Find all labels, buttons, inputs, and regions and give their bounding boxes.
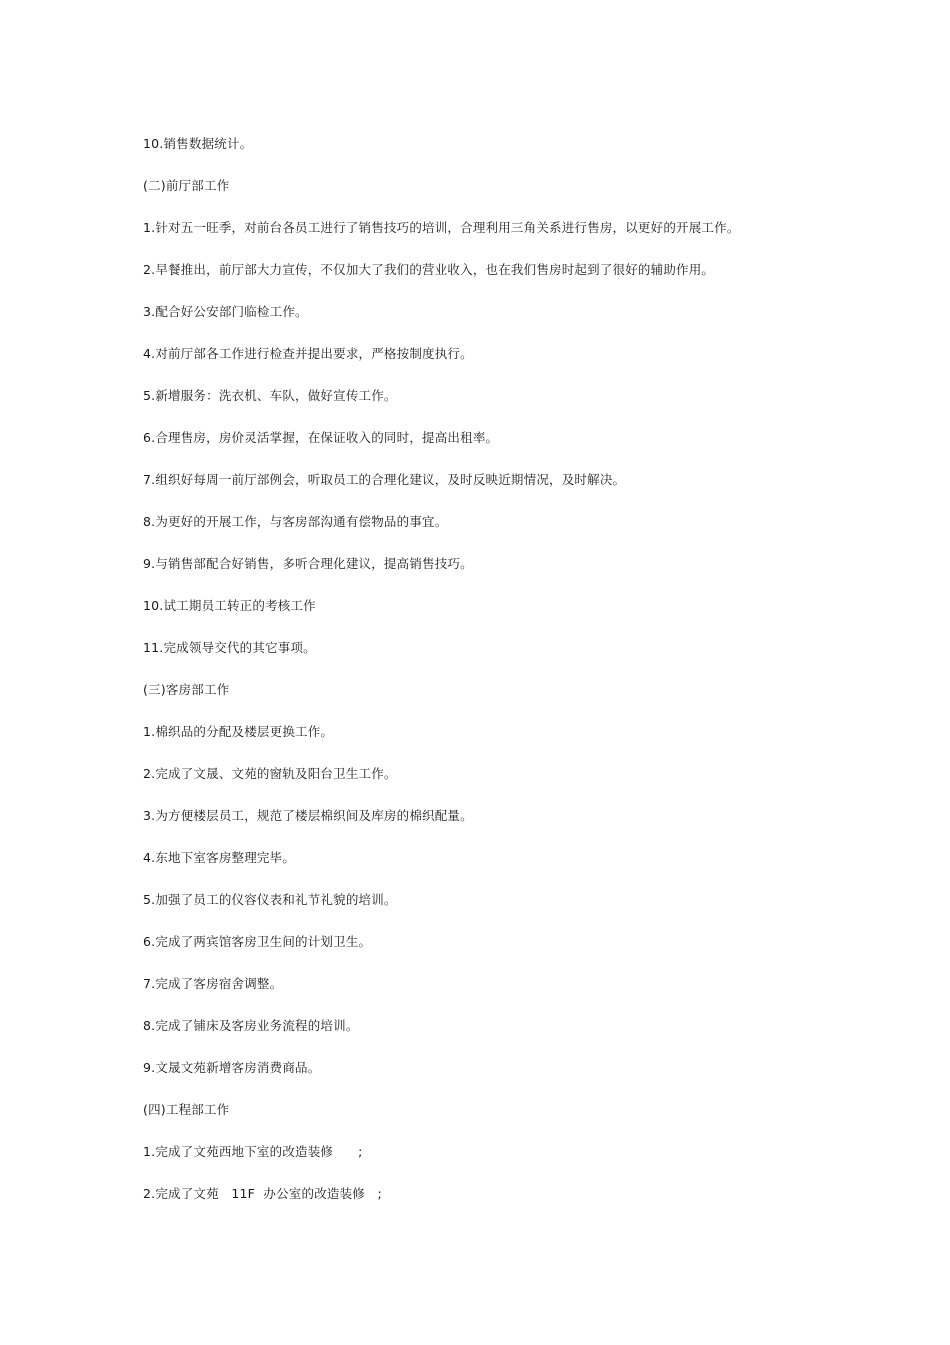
text-line: 2.早餐推出，前厅部大力宣传，不仅加大了我们的营业收入，也在我们售房时起到了很好的辅助作用。	[143, 262, 715, 277]
text-line: 3.为方便楼层员工，规范了楼层棉织间及库房的棉织配量。	[143, 808, 473, 823]
text-line: 3.配合好公安部门临检工作。	[143, 304, 308, 319]
text-line: 4.东地下室客房整理完毕。	[143, 850, 296, 865]
text-line: 5.新增服务：洗衣机、车队，做好宣传工作。	[143, 388, 397, 403]
text-line: 7.组织好每周一前厅部例会，听取员工的合理化建议，及时反映近期情况，及时解决。	[143, 472, 626, 487]
section-heading: (四)工程部工作	[143, 1102, 230, 1117]
text-line: 8.为更好的开展工作，与客房部沟通有偿物品的事宜。	[143, 514, 448, 529]
text-line: 2.完成了文苑 11F 办公室的改造装修 ;	[143, 1186, 382, 1201]
text-line: 6.完成了两宾馆客房卫生间的计划卫生。	[143, 934, 372, 949]
text-line: 10.销售数据统计。	[143, 136, 253, 151]
text-line: 11.完成领导交代的其它事项。	[143, 640, 316, 655]
text-line: 1.棉织品的分配及楼层更换工作。	[143, 724, 334, 739]
text-line: 7.完成了客房宿舍调整。	[143, 976, 283, 991]
section-heading: (二)前厅部工作	[143, 178, 230, 193]
text-line: 5.加强了员工的仪容仪表和礼节礼貌的培训。	[143, 892, 397, 907]
text-line: 4.对前厅部各工作进行检查并提出要求，严格按制度执行。	[143, 346, 473, 361]
text-line: 1.针对五一旺季，对前台各员工进行了销售技巧的培训，合理利用三角关系进行售房，以更好的开展工作。	[143, 220, 740, 235]
text-line: 2.完成了文晟、文苑的窗轨及阳台卫生工作。	[143, 766, 397, 781]
text-line: 8.完成了铺床及客房业务流程的培训。	[143, 1018, 359, 1033]
text-line: 10.试工期员工转正的考核工作	[143, 598, 316, 613]
text-line: 9.文晟文苑新增客房消费商品。	[143, 1060, 321, 1075]
section-heading: (三)客房部工作	[143, 682, 230, 697]
text-line: 1.完成了文苑西地下室的改造装修 ;	[143, 1144, 363, 1159]
text-line: 6.合理售房，房价灵活掌握，在保证收入的同时，提高出租率。	[143, 430, 499, 445]
text-line: 9.与销售部配合好销售，多听合理化建议，提高销售技巧。	[143, 556, 473, 571]
document-body	[143, 134, 903, 1226]
